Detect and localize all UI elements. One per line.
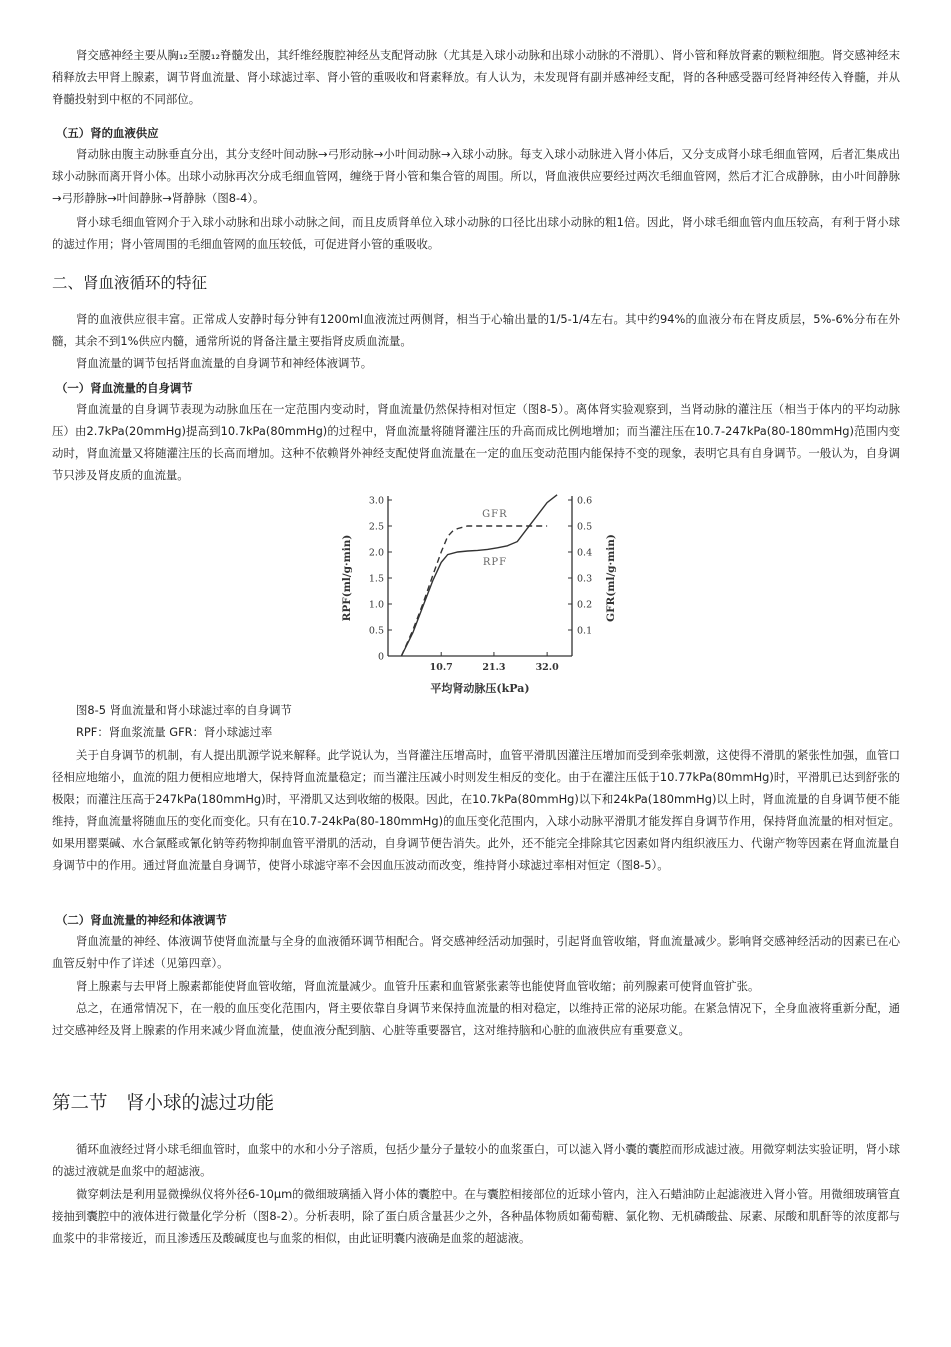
section-heading-circulation: 二、肾血液循环的特征 — [52, 274, 208, 292]
y2-tick-label: 0.5 — [577, 521, 593, 533]
paragraph-summary: 总之，在通常情况下，在一般的血压变化范围内，肾主要依靠自身调节来保持血流量的相对稳定，以维持正常的泌尿功能。在紧急情况下，全身血液将重新分配，通过交感神经及肾上腺素的作用来减少肾血流量，使血液分配到脑、心脏等重要器官，这对维持脑和心脏的血液供应有重要意义。 — [52, 1001, 900, 1037]
y2-tick-label: 0.6 — [577, 495, 593, 507]
paragraph-autoregulation: 肾血流量的自身调节表现为动脉血压在一定范围内变动时，肾血流量仍然保持相对恒定（图8-5）。离体肾实验观察到，当肾动脉的灌注压（相当于体内的平均动脉压）由2.7kPa(20mmHg)提高到10.7kPa(80mmHg)的过程中，肾血流量将随肾灌注压的升高而成比例地增加；而当灌注压在10.7-247kPa(80-180mmHg)范围内变动时，肾血流量又将随灌注压的长高而增加。这种不依赖肾外神经支配使肾血流量在一定的血压变动范围内能保持不变的现象，表明它具有自身调节。一般认为，自身调节只涉及肾皮质的血流量。 — [52, 402, 900, 482]
paragraph-sympathetic-nerve: 肾交感神经主要从胸₁₂至腰₁₂脊髓发出，其纤维经腹腔神经丛支配肾动脉（尤其是入球小动脉和出球小动脉的不滑肌）、肾小管和释放肾素的颗粒细胞。肾交感神经末稍释放去甲肾上腺素，调节肾血流量、肾小球滤过率、肾小管的重吸收和肾素释放。有人认为，未发现肾有副并感神经支配，肾的各种感受器可经肾神经传入脊髓，并从脊髓投射到中枢的不同部位。 — [52, 48, 900, 106]
y2-tick-label: 0.4 — [577, 547, 593, 559]
y-tick-label: 1.5 — [368, 573, 384, 585]
chart-series — [401, 495, 557, 656]
series-label-gfr: GFR — [482, 508, 508, 520]
heading-neural-humoral: （二）肾血流量的神经和体液调节 — [56, 913, 227, 927]
paragraph-filtration: 循环血液经过肾小球毛细血管时，血浆中的水和小分子溶质，包括少量分子量较小的血浆蛋白，可以滤入肾小囊的囊腔而形成滤过液。用微穿刺法实验证明，肾小球的滤过液就是血浆中的超滤液。 — [52, 1142, 900, 1178]
x-tick-label: 10.7 — [429, 662, 453, 673]
y2-tick-label: 0.1 — [577, 625, 593, 637]
paragraph-myogenic-theory: 关于自身调节的机制，有人提出肌源学说来解释。此学说认为，当肾灌注压增高时，血管平滑肌因灌注压增加而受到牵张刺激，这使得不滑肌的紧张性加强，血管口径相应地缩小，血流的阻力便相应地增大，保持肾血流量稳定；而当灌注压减小时则发生相反的变化。由于在灌注压低于10.77kPa(80mmHg)时，平滑肌已达到舒张的极限；而灌注压高于247kPa(180mmHg)时，平滑肌又达到收缩的极限。因此，在10.7kPa(80mmHg)以下和24kPa(180mmHg)以上时，肾血流量的自身调节便不能维持，肾血流量将随血压的变化而变化。只有在10.7-24kPa(80-180mmHg)的血压变化范围内，入球小动脉平滑肌才能发挥自身调节作用，保持肾血流量的相对恒定。如果用罂粟碱、水合氯醛或氰化钠等药物抑制血管平滑肌的活动，自身调节便告消失。此外，还不能完全排除其它因素如肾内组织液压力、代谢产物等因素在肾血流量自身调节中的作用。通过肾血流量自身调节，使肾小球滤守率不会因血压波动而改变，维持肾小球滤过率相对恒定（图8-5）。 — [52, 748, 900, 872]
y-tick-label: 2.0 — [368, 547, 384, 559]
paragraph-adrenaline: 肾上腺素与去甲肾上腺素都能使肾血管收缩，肾血流量减少。血管升压素和血管紧张素等也能使肾血管收缩；前列腺素可使肾血管扩张。 — [76, 979, 760, 993]
series-line-gfr — [401, 526, 547, 656]
chapter-section-heading: 第二节 肾小球的滤过功能 — [52, 1093, 275, 1114]
autoregulation-chart — [330, 490, 630, 702]
paragraph-renal-artery: 肾动脉由腹主动脉垂直分出，其分支经叶间动脉→弓形动脉→小叶间动脉→入球小动脉。每支入球小动脉进入肾小体后，又分支成肾小球毛细血管网，后者汇集成出球小动脉而离开肾小体。出球小动脉再次分成毛细血管网，缠绕于肾小管和集合管的周围。所以，肾血液供应要经过两次毛细血管网，然后才汇合成静脉，由小叶间静脉→弓形静脉→叶间静脉→肾静脉（图8-4）。 — [52, 147, 900, 205]
series-line-rpf — [401, 495, 557, 656]
y-axis-label: RPF(ml/g·min) — [341, 534, 353, 622]
chart-axes — [388, 496, 572, 656]
x-tick-label: 32.0 — [535, 662, 559, 673]
y-tick-label: 1.0 — [368, 599, 384, 611]
paragraph-glomerular-capillary: 肾小球毛细血管网介于入球小动脉和出球小动脉之间，而且皮质肾单位入球小动脉的口径比出球小动脉的粗1倍。因此，肾小球毛细血管内血压较高，有利于肾小球的滤过作用；肾小管周围的毛细血管网的血压较低，可促进肾小管的重吸收。 — [52, 215, 900, 251]
y2-tick-label: 0.2 — [577, 599, 593, 611]
heading-blood-supply: （五）肾的血液供应 — [56, 126, 159, 140]
y-tick-label: 0.5 — [368, 625, 384, 637]
series-label-rpf: RPF — [482, 557, 508, 568]
y-tick-label: 0 — [377, 651, 384, 663]
y2-tick-label: 0.3 — [577, 573, 593, 585]
figure-caption: 图8-5 肾血流量和肾小球滤过率的自身调节 — [76, 703, 292, 717]
paragraph-neural-regulation: 肾血流量的神经、体液调节使肾血流量与全身的血液循环调节相配合。肾交感神经活动加强时，引起肾血管收缩，肾血流量减少。影响肾交感神经活动的因素已在心血管反射中作了详述（见第四章）。 — [52, 934, 900, 970]
paragraph-blood-supply-rich: 肾的血液供应很丰富。正常成人安静时每分钟有1200ml血液流过两侧肾，相当于心输出量的1/5-1/4左右。其中约94%的血液分布在肾皮质层，5%-6%分布在外髓，其余不到1%供应内髓，通常所说的肾备注量主要指肾皮质血流量。 — [52, 312, 900, 348]
x-axis-label: 平均肾动脉压(kPa) — [430, 682, 530, 695]
x-tick-label: 21.3 — [482, 662, 506, 673]
y-tick-label: 3.0 — [368, 495, 384, 507]
heading-autoregulation: （一）肾血流量的自身调节 — [56, 381, 193, 395]
paragraph-regulation-intro: 肾血流量的调节包括肾血流量的自身调节和神经体液调节。 — [76, 356, 373, 370]
y2-axis-label: GFR(ml/g·min) — [605, 534, 617, 622]
chart-ticks — [369, 496, 592, 674]
figure-legend-text: RPF：肾血浆流量 GFR：肾小球滤过率 — [76, 725, 273, 739]
paragraph-micropuncture: 微穿刺法是利用显微操纵仪将外径6-10μm的微细玻璃插入肾小体的囊腔中。在与囊腔相接部位的近球小管内，注入石蜡油防止起滤液进入肾小管。用微细玻璃管直接抽到囊腔中的液体进行微量化学分析（图8-2）。分析表明，除了蛋白质含量甚少之外，各种晶体物质如葡萄糖、氯化物、无机磷酸盐、尿素、尿酸和肌酐等的浓度都与血浆中的非常接近，而且渗透压及酸碱度也与血浆的相似，由此证明囊内液确是血浆的超滤液。 — [52, 1187, 900, 1245]
y-tick-label: 2.5 — [368, 521, 384, 533]
